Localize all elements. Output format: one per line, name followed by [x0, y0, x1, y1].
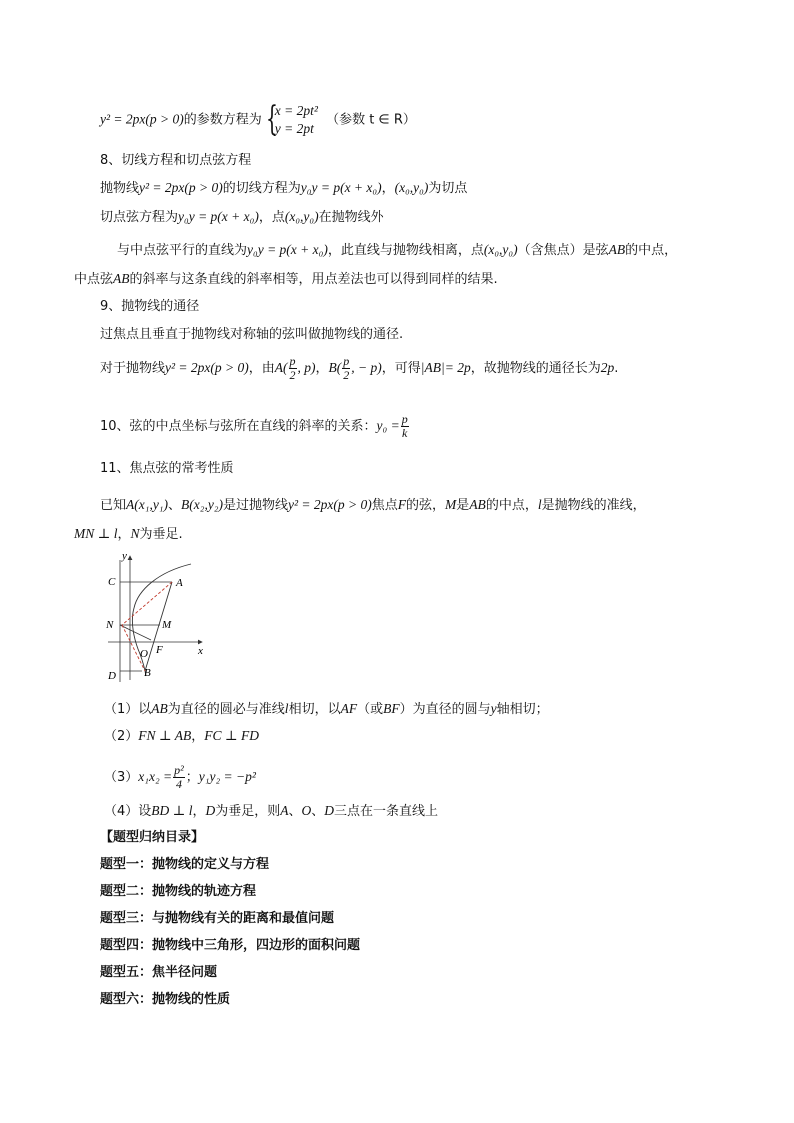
parameter-note: （参数 t ∈ R） [326, 112, 416, 128]
chord-of-contact-equation [100, 208, 384, 227]
latus-length: 2p [600, 360, 615, 375]
text: 对于抛物线 [100, 361, 166, 376]
parabola-equation: y² = 2px(p > 0) [288, 497, 372, 512]
tangent-point: (x₀,y₀) [394, 180, 429, 195]
text: 的弦， [406, 498, 446, 513]
numerator: p [401, 412, 408, 426]
text: （3） [104, 770, 139, 785]
text: ，故抛物线的通径长为 [470, 361, 601, 376]
text: 、 [168, 498, 182, 513]
tangent-equation: y₀y = p(x + x₀) [300, 180, 382, 195]
point-n: N [130, 526, 140, 541]
point-d: D [324, 803, 335, 818]
bd-perp-l: BD ⊥ l [151, 803, 193, 818]
midpoint-chord-parallel-line [117, 241, 677, 260]
text: （1）以 [104, 702, 152, 717]
text: ； [185, 770, 199, 785]
text: ）为直径的圆与 [399, 702, 491, 717]
property-3 [104, 764, 256, 791]
perpendicular-statement [74, 525, 183, 544]
point-a: A( [274, 360, 288, 375]
text: 是过抛物线 [223, 498, 289, 513]
text: （2） [104, 729, 139, 744]
label-d: D [108, 670, 116, 682]
text: 的参数方程为 [183, 112, 262, 128]
text: 是 [456, 498, 470, 513]
system-row-1: x = 2pt² [274, 103, 318, 118]
latus-rectum-computation [100, 355, 618, 382]
toc-item-1[interactable]: 题型一：抛物线的定义与方程 [100, 857, 270, 872]
fraction-p-over-2 [342, 355, 350, 382]
fn-perp-ab: FN ⊥ AB [138, 728, 192, 743]
label-n: N [106, 619, 114, 631]
section-11-title: 11、焦点弦的常考性质 [100, 461, 234, 476]
focus-f: F [397, 497, 407, 512]
text: ，点 [258, 210, 285, 225]
label-m: M [162, 619, 172, 631]
midpoint-chord-slope [74, 270, 498, 289]
text: 为直径的圆必与准线 [167, 702, 285, 717]
text: ，此直线与抛物线相离，点 [327, 243, 484, 258]
text: 的中点， [485, 498, 538, 513]
text: ，由 [248, 361, 275, 376]
text: ， [315, 361, 329, 376]
y-product: y₁y₂ = −p² [198, 769, 256, 784]
chord-ab: AB [608, 242, 626, 257]
chord-ab: AB [469, 497, 486, 512]
text: （4）设 [104, 804, 152, 819]
denominator: k [402, 426, 408, 440]
text: 在抛物线外 [318, 210, 384, 225]
text: 三点在一条直线上 [334, 804, 439, 819]
system-row-2: y = 2pt [274, 121, 314, 136]
toc-item-4[interactable]: 题型四：抛物线中三角形，四边形的面积问题 [100, 938, 361, 953]
toc-heading: 【题型归纳目录】 [100, 830, 205, 845]
point-a-end: , p) [297, 360, 316, 375]
label-b: B [144, 667, 151, 679]
midpoint-equation: y₀ = [376, 418, 400, 433]
property-2 [104, 727, 259, 746]
parametric-system: { x = 2pt² y = 2pt [265, 99, 318, 139]
segment-bf: BF [383, 701, 400, 716]
fc-perp-fd: FC ⊥ FD [204, 728, 259, 743]
label-c: C [108, 576, 116, 588]
text: 的斜率与这条直线的斜率相等，用点差法也可以得到同样的结果. [129, 272, 498, 287]
denominator: 4 [175, 777, 182, 791]
parabola-equation: y² = 2px(p > 0) [139, 180, 223, 195]
denominator: 2 [343, 368, 350, 382]
text: 为垂足，则 [215, 804, 281, 819]
numerator: p [289, 354, 296, 368]
label-a: A [176, 577, 183, 589]
fraction-p-over-2 [289, 355, 297, 382]
section-8-title: 8、切线方程和切点弦方程 [100, 153, 252, 168]
text: 相切，以 [288, 702, 341, 717]
property-4 [104, 802, 438, 821]
latus-rectum-definition: 过焦点且垂直于抛物线对称轴的弦叫做抛物线的通径. [100, 327, 404, 342]
numerator: p [343, 354, 350, 368]
outside-point: (x₀,y₀) [284, 209, 319, 224]
label-y: y [122, 550, 127, 562]
directrix-l: l [537, 497, 542, 512]
label-f: F [156, 644, 163, 656]
text: 为垂足. [139, 527, 183, 542]
label-x: x [198, 645, 203, 657]
point-b: B(x₂,y₂) [181, 497, 223, 512]
toc-item-3[interactable]: 题型三：与抛物线有关的距离和最值问题 [100, 911, 335, 926]
text: 中点弦 [74, 272, 114, 287]
point-o: O [301, 803, 312, 818]
directrix-l: l [284, 701, 289, 716]
text: ， [117, 527, 131, 542]
tangent-line-equation [100, 179, 467, 198]
chord-equation: y₀y = p(x + x₀) [178, 209, 259, 224]
text: 10、弦的中点坐标与弦所在直线的斜率的关系： [100, 419, 377, 434]
text: 的中点， [625, 243, 678, 258]
focal-chord-statement [100, 496, 646, 515]
chord-ab: AB [113, 271, 130, 286]
text: 为切点 [428, 181, 468, 196]
fraction-p-over-k [401, 413, 409, 440]
text: . [614, 361, 619, 376]
ab-length: |AB|= 2p [420, 360, 471, 375]
text: ， [381, 181, 395, 196]
midpoint: (x₀,y₀) [483, 242, 518, 257]
text: 抛物线 [100, 181, 140, 196]
parabola-equation: y² = 2px(p > 0) [165, 360, 249, 375]
text: 的切线方程为 [222, 181, 301, 196]
focal-chord-figure [98, 550, 218, 685]
property-1 [104, 700, 549, 719]
point-b: B( [328, 360, 342, 375]
parametric-equation-line [100, 99, 416, 139]
point-b-end: , − p) [351, 360, 382, 375]
line-nf [120, 625, 151, 640]
parallel-line-equation: y₀y = p(x + x₀) [247, 242, 328, 257]
fraction-p2-over-4 [173, 764, 185, 791]
label-o: O [140, 648, 148, 660]
segment-af: AF [340, 701, 358, 716]
numerator: p² [174, 763, 184, 777]
point-d: D [205, 803, 216, 818]
section-10-midpoint-slope [100, 413, 410, 440]
point-a: A(x₁,y₁) [126, 497, 168, 512]
toc-item-5[interactable]: 题型五：焦半径问题 [100, 965, 218, 980]
text: （或 [357, 702, 384, 717]
text: 是抛物线的准线， [541, 498, 646, 513]
text: ，可得 [381, 361, 421, 376]
y-axis-label: y [490, 701, 497, 716]
section-9-title: 9、抛物线的通径 [100, 299, 200, 314]
text: 切点弦方程为 [100, 210, 179, 225]
point-a: A [280, 803, 289, 818]
text: 轴相切； [496, 702, 549, 717]
text: 、 [288, 804, 302, 819]
text: 与中点弦平行的直线为 [117, 243, 248, 258]
text: （含焦点）是弦 [517, 243, 609, 258]
parabola-equation: y² = 2px(p > 0) [100, 111, 184, 127]
text: ， [192, 804, 206, 819]
x-product: x₁x₂ = [138, 769, 173, 784]
point-m: M [445, 497, 457, 512]
text: ， [191, 729, 205, 744]
text: 、 [311, 804, 325, 819]
denominator: 2 [289, 368, 296, 382]
text: 焦点 [371, 498, 398, 513]
chord-ab: AB [151, 701, 168, 716]
mn-perp-l: MN ⊥ l [74, 526, 118, 541]
toc-item-6[interactable]: 题型六：抛物线的性质 [100, 992, 231, 1007]
toc-item-2[interactable]: 题型二：抛物线的轨迹方程 [100, 884, 257, 899]
text: 已知 [100, 498, 127, 513]
